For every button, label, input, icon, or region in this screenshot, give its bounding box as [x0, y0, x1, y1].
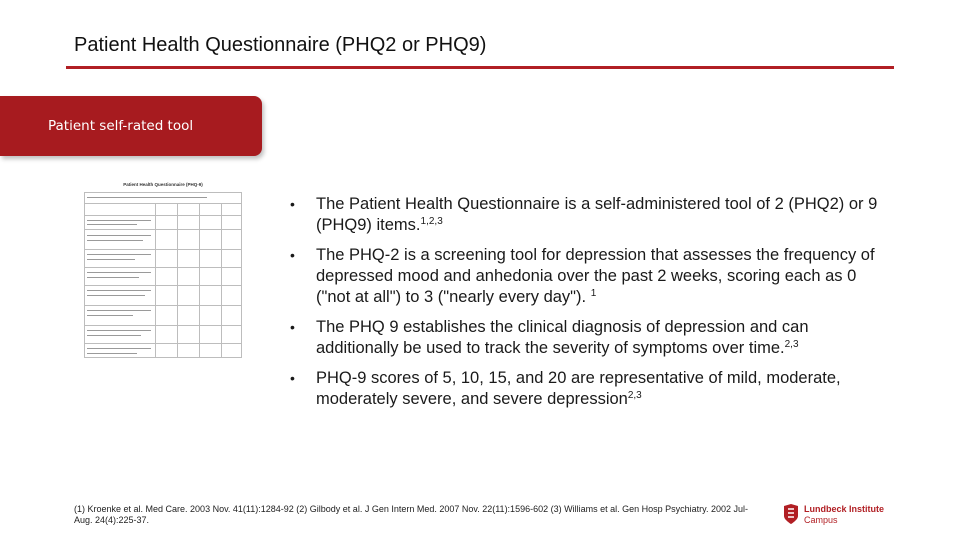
thumbnail-row	[85, 343, 241, 344]
section-tab-label: Patient self-rated tool	[48, 118, 194, 134]
thumbnail-line	[87, 224, 137, 225]
thumbnail-line	[87, 315, 133, 316]
bullet-item: • PHQ-9 scores of 5, 10, 15, and 20 are representative of mild, moderate, moderately severe, and severe depression$^{2,3}$	[290, 368, 880, 410]
logo-text-primary: Lundbeck Institute	[804, 504, 885, 514]
slide-title: Patient Health Questionnaire (PHQ2 or PHQ9)	[74, 34, 487, 56]
thumbnail-row	[85, 325, 241, 326]
citation-superscript: 1	[590, 288, 597, 299]
questionnaire-thumbnail	[84, 180, 242, 358]
citation-superscript: 2,3	[784, 339, 799, 350]
thumbnail-column	[199, 203, 200, 357]
title-divider	[66, 66, 894, 69]
thumbnail-line	[87, 220, 151, 221]
citation-superscript: 1,2,3	[420, 216, 443, 227]
thumbnail-row	[85, 249, 241, 250]
section-tab	[0, 96, 262, 156]
thumbnail-line	[87, 235, 151, 236]
thumbnail-line	[87, 335, 141, 336]
thumbnail-line	[87, 310, 151, 311]
thumbnail-line	[87, 330, 151, 331]
logo-text-secondary: Campus	[804, 515, 838, 525]
bullet-item: • The Patient Health Questionnaire is a self-administered tool of 2 (PHQ2) or 9 (PHQ9) items.$^{1,2,3}$	[290, 194, 880, 236]
thumbnail-column	[221, 203, 222, 357]
thumbnail-title: Patient Health Questionnaire (PHQ-9)	[123, 182, 203, 187]
thumbnail-line	[87, 348, 151, 349]
thumbnail-line	[87, 272, 151, 273]
logo-mark-icon	[782, 504, 800, 524]
thumbnail-table	[84, 192, 242, 358]
thumbnail-row	[85, 267, 241, 268]
thumbnail-line	[87, 197, 207, 198]
thumbnail-row	[85, 305, 241, 306]
thumbnail-row	[85, 229, 241, 230]
thumbnail-row	[85, 285, 241, 286]
thumbnail-line	[87, 290, 151, 291]
citation-superscript: 2,3	[627, 390, 642, 401]
references: (1) Kroenke et al. Med Care. 2003 Nov. 41(11):1284-92 (2) Gilbody et al. J Gen Intern Med. 2007 Nov. 22(11):1596-602 (3) Williams et al. Gen Hosp Psychiatry. 2002 Jul-Aug. 24(4):225-37.	[74, 504, 748, 525]
thumbnail-column	[177, 203, 178, 357]
bullet-list	[290, 194, 880, 419]
thumbnail-line	[87, 277, 139, 278]
thumbnail-column	[155, 203, 156, 357]
thumbnail-line	[87, 259, 135, 260]
bullet-item: • The PHQ 9 establishes the clinical diagnosis of depression and can additionally be used to track the severity of symptoms over time.$^{2,3}$	[290, 317, 880, 359]
thumbnail-line	[87, 240, 143, 241]
lundbeck-logo	[782, 502, 912, 528]
thumbnail-row	[85, 203, 241, 204]
thumbnail-row	[85, 215, 241, 216]
thumbnail-line	[87, 295, 145, 296]
bullet-item: • The PHQ-2 is a screening tool for depression that assesses the frequency of depressed mood and anhedonia over the past 2 weeks, scoring each as 0 ("not at all") to 3 ("nearly every day"). $^1$	[290, 245, 880, 308]
thumbnail-line	[87, 353, 137, 354]
thumbnail-line	[87, 254, 151, 255]
